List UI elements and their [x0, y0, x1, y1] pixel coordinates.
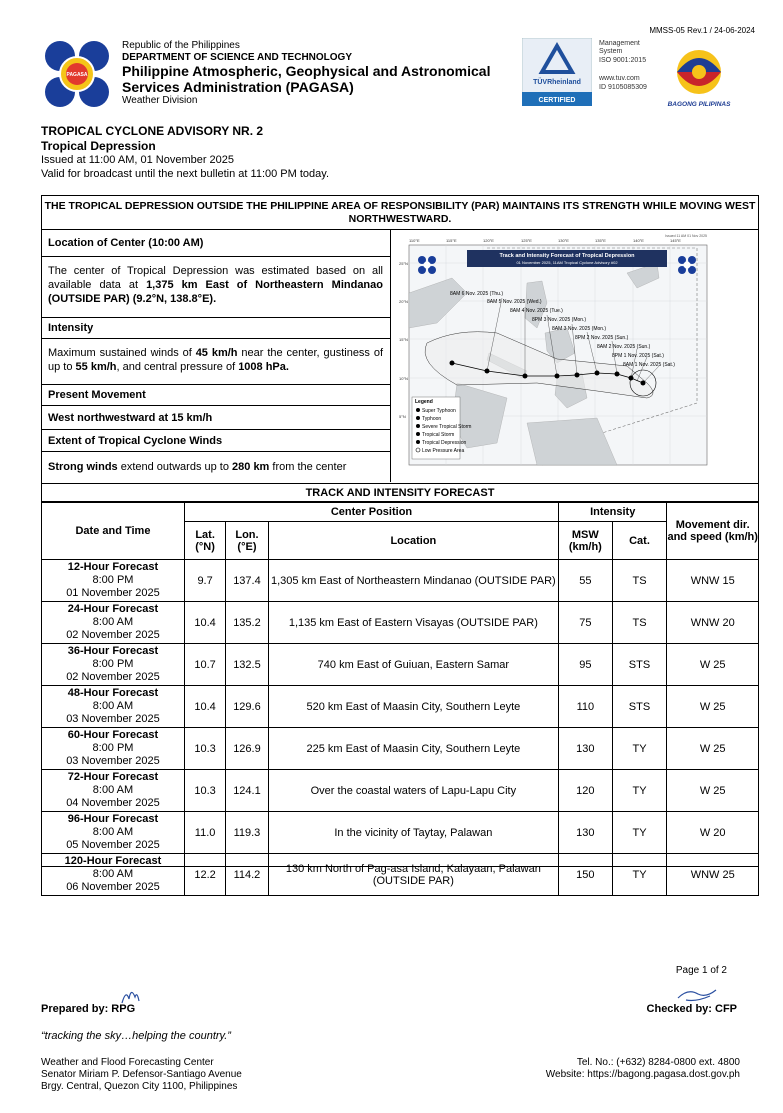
- document-code: MMSS-05 Rev.1 / 24-06-2024: [649, 26, 755, 35]
- forecast-table-title: TRACK AND INTENSITY FORECAST: [41, 483, 759, 502]
- map-subtitle: 01 November 2025, 11AM Tropical Cyclone Advisory #02: [516, 260, 618, 265]
- prepared-by: Prepared by: RPG: [41, 1003, 136, 1015]
- svg-text:125°E: 125°E: [521, 238, 532, 243]
- map-title: Track and Intensity Forecast of Tropical Depression: [499, 253, 635, 259]
- tagline: “tracking the sky…helping the country.”: [41, 1030, 231, 1042]
- svg-text:120°E: 120°E: [483, 238, 494, 243]
- checked-signature: [676, 986, 718, 1004]
- forecast-row: 48-Hour Forecast 8:00 AM 03 November 2025 10.4 129.6 520 km East of Maasin City, Southern Leyte 110 STS W 25: [42, 686, 759, 728]
- forecast-row: 60-Hour Forecast 8:00 PM 03 November 2025 10.3 126.9 225 km East of Maasin City, Southern Leyte 130 TY W 25: [42, 728, 759, 770]
- column-divider: [390, 230, 391, 482]
- track-label: 8PM 1 Nov. 2025 (Sat.): [612, 353, 664, 359]
- forecast-row: 120-Hour Forecast 8:00 AM 06 November 2025 12.2 114.2 130 km North of Pag-asa Island, Kalayaan, Palawan (OUTSIDE PAR) 150 TY WNW 25: [42, 854, 759, 896]
- track-label: 8AM 6 Nov. 2025 (Thu.): [450, 291, 503, 297]
- svg-text:145°E: 145°E: [670, 238, 681, 243]
- svg-text:110°E: 110°E: [409, 238, 420, 243]
- page-number: Page 1 of 2: [675, 965, 727, 976]
- track-label: 8AM 2 Nov. 2025 (Sun.): [597, 344, 651, 350]
- header-cat: Cat.: [612, 522, 667, 560]
- svg-text:Super Typhoon: Super Typhoon: [422, 408, 456, 414]
- iso-certification-text: Management System ISO 9001:2015 www.tuv.com ID 9105085309: [599, 40, 647, 91]
- svg-text:BAGONG PILIPINAS: BAGONG PILIPINAS: [667, 101, 731, 108]
- prepared-signature: [118, 985, 142, 1007]
- agency-line-2: Services Administration (PAGASA): [122, 79, 354, 96]
- map-corner-note: Issued 11 AM 01 Nov 2025: [665, 234, 707, 238]
- location-text: The center of Tropical Depression was estimated based on all available data at 1,375 km East of Northeastern Mindanao (OUTSIDE PAR) (9.2°N, 138.8°E).: [41, 257, 390, 318]
- header-movement: Movement dir. and speed (km/h): [667, 503, 759, 560]
- track-label: 8AM 4 Nov. 2025 (Tue.): [510, 308, 563, 314]
- advisory-title: TROPICAL CYCLONE ADVISORY NR. 2: [41, 124, 264, 138]
- track-label: 8AM 5 Nov. 2025 (Wed.): [487, 299, 542, 305]
- header-msw: MSW (km/h): [559, 522, 613, 560]
- svg-text:25°N: 25°N: [399, 261, 408, 266]
- agency-line-1: Philippine Atmospheric, Geophysical and Astronomical: [122, 63, 491, 79]
- track-label: 8PM 3 Nov. 2025 (Mon.): [532, 317, 587, 323]
- intensity-text: Maximum sustained winds of 45 km/h near the center, gustiness of up to 55 km/h, and central pressure of 1008 hPa.: [41, 339, 390, 385]
- header-location: Location: [268, 522, 558, 560]
- track-forecast-map: [397, 233, 757, 473]
- track-label: 8PM 2 Nov. 2025 (Sun.): [575, 335, 629, 341]
- tuv-certification-logo: [522, 38, 592, 106]
- svg-text:Severe Tropical Storm: Severe Tropical Storm: [422, 424, 472, 430]
- advisory-category: Tropical Depression: [41, 139, 156, 153]
- header-center-position: Center Position: [184, 503, 558, 522]
- movement-text: West northwestward at 15 km/h: [41, 406, 390, 430]
- svg-text:10°N: 10°N: [399, 376, 408, 381]
- bagong-pilipinas-logo: [663, 48, 735, 110]
- header-lon: Lon. (°E): [226, 522, 268, 560]
- pagasa-logo: [41, 38, 113, 110]
- track-label: 8AM 1 Nov. 2025 (Sat.): [623, 362, 675, 368]
- website-link: Website: https://bagong.pagasa.dost.gov.ph: [545, 1069, 740, 1080]
- footer-address: Weather and Flood Forecasting Center Senator Miriam P. Defensor-Santiago Avenue Brgy. Central, Quezon City 1100, Philippines: [41, 1057, 242, 1092]
- forecast-table: [41, 502, 759, 896]
- extent-text: Strong winds extend outwards up to 280 km from the center: [48, 461, 347, 473]
- footer-contact: [546, 1057, 740, 1081]
- svg-text:140°E: 140°E: [633, 238, 644, 243]
- header-intensity: Intensity: [559, 503, 667, 522]
- header-date: Date and Time: [42, 503, 185, 560]
- forecast-row: 72-Hour Forecast 8:00 AM 04 November 2025 10.3 124.1 Over the coastal waters of Lapu-Lapu City 120 TY W 25: [42, 770, 759, 812]
- svg-text:115°E: 115°E: [446, 238, 457, 243]
- track-label: 8AM 3 Nov. 2025 (Mon.): [552, 326, 607, 332]
- svg-text:Typhoon: Typhoon: [422, 416, 442, 422]
- svg-text:Legend: Legend: [415, 399, 433, 405]
- svg-text:Low Pressure Area: Low Pressure Area: [422, 448, 465, 454]
- svg-text:130°E: 130°E: [558, 238, 569, 243]
- svg-text:135°E: 135°E: [595, 238, 606, 243]
- telephone: Tel. No.: (+632) 8284-0800 ext. 4800: [576, 1057, 740, 1068]
- svg-text:20°N: 20°N: [399, 299, 408, 304]
- department-line: DEPARTMENT OF SCIENCE AND TECHNOLOGY: [122, 51, 353, 63]
- forecast-row: 36-Hour Forecast 8:00 PM 02 November 2025 10.7 132.5 740 km East of Guiuan, Eastern Samar 95 STS W 25: [42, 644, 759, 686]
- extent-heading: Extent of Tropical Cyclone Winds: [41, 430, 390, 452]
- division-line: Weather Division: [122, 95, 198, 107]
- movement-heading: Present Movement: [41, 385, 390, 406]
- forecast-row: 12-Hour Forecast 8:00 PM 01 November 2025 9.7 137.4 1,305 km East of Northeastern Mindanao (OUTSIDE PAR) 55 TS WNW 15: [42, 560, 759, 602]
- valid-until: Valid for broadcast until the next bulletin at 11:00 PM today.: [41, 167, 330, 180]
- svg-text:CERTIFIED: CERTIFIED: [538, 97, 576, 104]
- svg-text:Tropical Storm: Tropical Storm: [422, 432, 455, 438]
- republic-line: Republic of the Philippines: [122, 40, 240, 51]
- intensity-heading: Intensity: [41, 318, 390, 339]
- forecast-row: 96-Hour Forecast 8:00 AM 05 November 2025 11.0 119.3 In the vicinity of Taytay, Palawan 130 TY W 20: [42, 812, 759, 854]
- svg-text:15°N: 15°N: [399, 337, 408, 342]
- advisory-title-block: [41, 124, 329, 182]
- location-heading: Location of Center (10:00 AM): [41, 230, 390, 257]
- logo-text: PAGASA: [66, 72, 88, 78]
- headline: THE TROPICAL DEPRESSION OUTSIDE THE PHILIPPINE AREA OF RESPONSIBILITY (PAR) MAINTAINS ITS STRENGTH WHILE MOVING WEST NORTHWESTWARD.: [41, 196, 759, 230]
- checked-by: Checked by: CFP: [646, 1003, 737, 1015]
- header-lat: Lat. (°N): [184, 522, 225, 560]
- svg-text:Tropical Depression: Tropical Depression: [422, 440, 467, 446]
- forecast-row: 24-Hour Forecast 8:00 AM 02 November 2025 10.4 135.2 1,135 km East of Eastern Visayas (OUTSIDE PAR) 75 TS WNW 20: [42, 602, 759, 644]
- agency-header: [122, 40, 490, 107]
- svg-text:5°N: 5°N: [399, 414, 406, 419]
- issued-time: Issued at 11:00 AM, 01 November 2025: [41, 154, 235, 166]
- svg-text:TÜVRheinland: TÜVRheinland: [533, 79, 581, 86]
